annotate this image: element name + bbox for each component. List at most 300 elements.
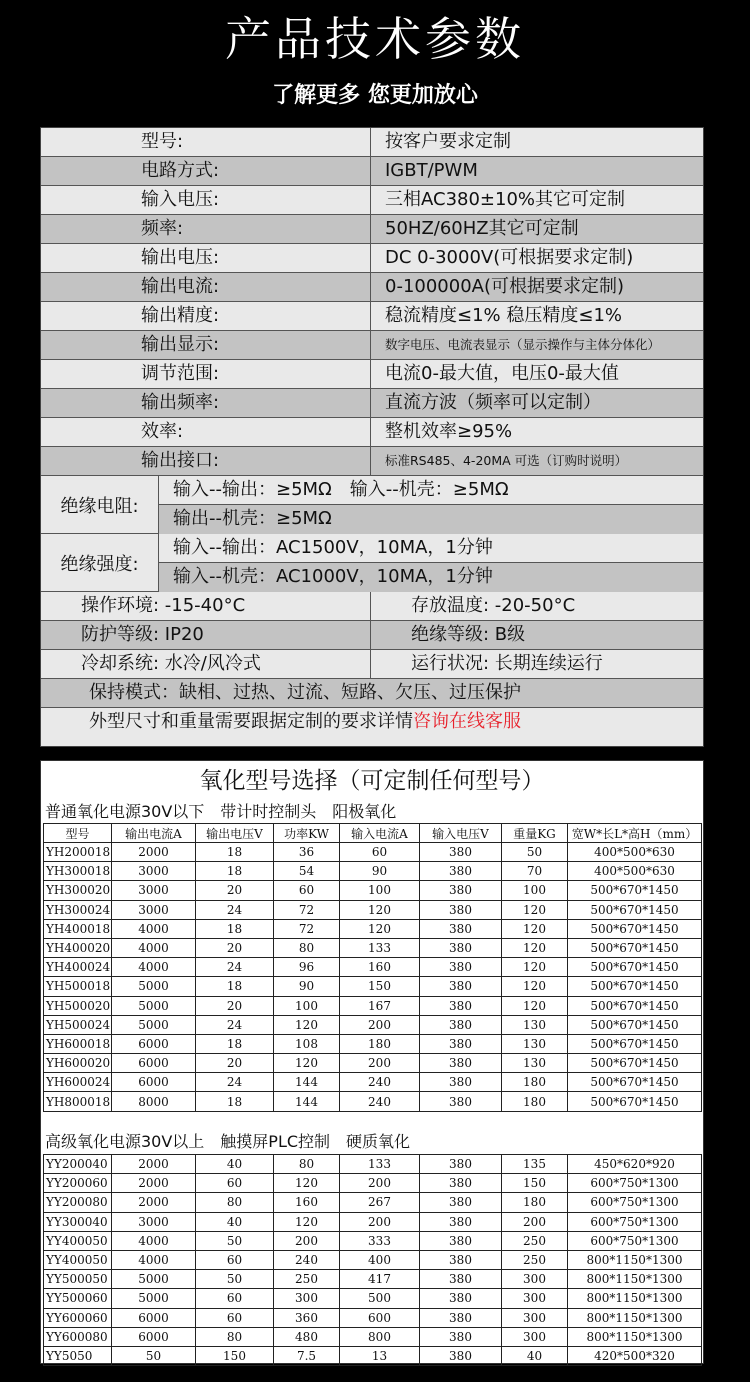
table-cell: 130 (502, 1034, 568, 1053)
spec-label: 输出电流: (41, 273, 371, 301)
table-cell: 500*670*1450 (568, 938, 702, 957)
table-cell: YY300040 (44, 1212, 112, 1231)
env-cell: 冷却系统: 水冷/风冷式 (41, 650, 371, 678)
table-cell: 250 (274, 1270, 340, 1289)
table-cell: 100 (502, 881, 568, 900)
table-cell: 400*500*630 (568, 862, 702, 881)
model-selection-panel (40, 760, 704, 1364)
table-row (44, 1073, 702, 1092)
table-cell: 500*670*1450 (568, 1073, 702, 1092)
table-row (44, 1250, 702, 1269)
table-cell: 380 (420, 1308, 502, 1327)
env-cell: 操作环境: -15-40°C (41, 592, 371, 620)
column-header: 宽W*长L*高H（mm） (568, 824, 702, 843)
insulation-resistance-line1: 输入--输出：≥5MΩ 输入--机壳：≥5MΩ (159, 476, 703, 505)
page-subtitle: 了解更多 您更加放心 (272, 83, 478, 108)
table-row (44, 958, 702, 977)
table-row (44, 1174, 702, 1193)
table-cell: 50 (112, 1346, 196, 1365)
table-cell: 40 (196, 1212, 274, 1231)
table-row (44, 1231, 702, 1250)
table-cell: 80 (196, 1327, 274, 1346)
table-cell: 120 (502, 900, 568, 919)
table-cell: 90 (340, 862, 420, 881)
custom-note-text: 外型尺寸和重量需要跟据定制的要求详情 (89, 711, 413, 732)
table-cell: 417 (340, 1270, 420, 1289)
table-cell: 3000 (112, 1212, 196, 1231)
table-cell: 80 (274, 938, 340, 957)
table-cell: 180 (502, 1092, 568, 1111)
advanced-models-table (43, 1154, 702, 1366)
table-cell: 60 (274, 881, 340, 900)
table-cell: 120 (502, 919, 568, 938)
table-cell: 600*750*1300 (568, 1231, 702, 1250)
table-cell: 400*500*630 (568, 843, 702, 862)
table-cell: 150 (196, 1346, 274, 1365)
table-cell: YY500060 (44, 1289, 112, 1308)
table-cell: 360 (274, 1308, 340, 1327)
table-cell: 18 (196, 977, 274, 996)
table-cell: 120 (340, 919, 420, 938)
table-cell: 96 (274, 958, 340, 977)
table-cell: 300 (502, 1308, 568, 1327)
spec-value: 数字电压、电流表显示（显示操作与主体分体化） (385, 337, 661, 352)
table-cell: 380 (420, 1174, 502, 1193)
table-cell: 480 (274, 1327, 340, 1346)
table-cell: YY200040 (44, 1155, 112, 1174)
table-cell: 380 (420, 1346, 502, 1365)
table-cell: 380 (420, 1073, 502, 1092)
table-cell: 20 (196, 938, 274, 957)
insulation-resistance-line2: 输出--机壳：≥5MΩ (159, 505, 703, 534)
column-header: 输出电流A (112, 824, 196, 843)
table-cell: 200 (340, 1212, 420, 1231)
table-cell: 3000 (112, 881, 196, 900)
table-row (44, 1346, 702, 1365)
page-title: 产品技术参数 (225, 12, 525, 66)
table-cell: 500 (340, 1289, 420, 1308)
table-cell: 800*1150*1300 (568, 1250, 702, 1269)
table-cell: 4000 (112, 1231, 196, 1250)
table-cell: 60 (340, 843, 420, 862)
table-cell: 7.5 (274, 1346, 340, 1365)
table-cell: 2000 (112, 1174, 196, 1193)
table-cell: 300 (502, 1270, 568, 1289)
table-cell: YH500024 (44, 1015, 112, 1034)
table-row (44, 1155, 702, 1174)
env-cell: 绝缘等级: B级 (411, 624, 526, 645)
spec-row-display (41, 331, 703, 360)
spec-value: 50HZ/60HZ其它可定制 (385, 218, 579, 239)
spec-label: 输出频率: (41, 389, 371, 417)
online-service-link[interactable]: 咨询在线客服 (413, 711, 521, 732)
table-header-row (44, 824, 702, 843)
spec-value: 直流方波（频率可以定制） (385, 392, 601, 413)
table-cell: 120 (274, 1015, 340, 1034)
table-cell: 18 (196, 862, 274, 881)
standard-models-table (43, 823, 702, 1112)
env-row (41, 621, 703, 650)
spec-label: 调节范围: (41, 360, 371, 388)
table-cell: 100 (274, 996, 340, 1015)
spec-table (40, 127, 704, 747)
table-cell: 24 (196, 958, 274, 977)
table-row (44, 1193, 702, 1212)
table-cell: YH600024 (44, 1073, 112, 1092)
table-cell: 130 (502, 1054, 568, 1073)
insulation-strength-label: 绝缘强度: (41, 534, 159, 591)
table-row (44, 843, 702, 862)
table-cell: 500*670*1450 (568, 1092, 702, 1111)
table-row (44, 938, 702, 957)
spec-row-range (41, 360, 703, 389)
table-cell: YH300018 (44, 862, 112, 881)
table-cell: 6000 (112, 1327, 196, 1346)
table-cell: 380 (420, 1155, 502, 1174)
table-cell: 380 (420, 1289, 502, 1308)
table-cell: 50 (196, 1231, 274, 1250)
table-cell: YY500050 (44, 1270, 112, 1289)
section2-title: 高级氧化电源30V以上 触摸屏PLC控制 硬质氧化 (45, 1132, 411, 1151)
spec-value: 0-100000A(可根据要求定制) (385, 276, 625, 297)
table-cell: 380 (420, 938, 502, 957)
table-cell: 380 (420, 1092, 502, 1111)
table-cell: 4000 (112, 958, 196, 977)
table-cell: 4000 (112, 919, 196, 938)
table-cell: 800*1150*1300 (568, 1289, 702, 1308)
table-cell: 60 (196, 1174, 274, 1193)
table-cell: 250 (502, 1231, 568, 1250)
table-cell: 54 (274, 862, 340, 881)
table-cell: 200 (340, 1015, 420, 1034)
table-cell: 2000 (112, 1193, 196, 1212)
table-cell: 600*750*1300 (568, 1193, 702, 1212)
spec-value: 整机效率≥95% (385, 421, 513, 442)
spec-row-input-voltage (41, 186, 703, 215)
spec-label: 输出精度: (41, 302, 371, 330)
table-cell: 5000 (112, 996, 196, 1015)
table-cell: 50 (196, 1270, 274, 1289)
table-cell: 380 (420, 1015, 502, 1034)
table-cell: 300 (502, 1327, 568, 1346)
table-cell: 144 (274, 1092, 340, 1111)
table-cell: 380 (420, 900, 502, 919)
table-cell: 380 (420, 1270, 502, 1289)
spec-label: 电路方式: (41, 157, 371, 185)
table-cell: 180 (502, 1193, 568, 1212)
table-cell: 5000 (112, 977, 196, 996)
table-cell: YY600060 (44, 1308, 112, 1327)
env-row (41, 592, 703, 621)
table-cell: 300 (274, 1289, 340, 1308)
table-cell: YH600018 (44, 1034, 112, 1053)
table-cell: YH400020 (44, 938, 112, 957)
spec-row-interface (41, 447, 703, 476)
table-cell: 450*620*920 (568, 1155, 702, 1174)
table-cell: 380 (420, 919, 502, 938)
table-cell: 24 (196, 1073, 274, 1092)
table-cell: 500*670*1450 (568, 996, 702, 1015)
table-cell: 18 (196, 1092, 274, 1111)
table-cell: 200 (340, 1054, 420, 1073)
table-cell: YH400018 (44, 919, 112, 938)
table-cell: 4000 (112, 938, 196, 957)
table-cell: 380 (420, 1231, 502, 1250)
table-cell: YH800018 (44, 1092, 112, 1111)
table-cell: 24 (196, 1015, 274, 1034)
env-cell: 存放温度: -20-50°C (411, 595, 576, 616)
table-cell: 500*670*1450 (568, 900, 702, 919)
table-cell: 4000 (112, 1250, 196, 1269)
spec-value: DC 0-3000V(可根据要求定制) (385, 247, 634, 268)
table-cell: 120 (502, 996, 568, 1015)
spec-label: 频率: (41, 215, 371, 243)
spec-value: 稳流精度≤1% 稳压精度≤1% (385, 305, 622, 326)
table-cell: 500*670*1450 (568, 1015, 702, 1034)
table-cell: 800 (340, 1327, 420, 1346)
table-row (44, 996, 702, 1015)
insulation-strength-line1: 输入--输出：AC1500V，10MA，1分钟 (159, 534, 703, 563)
table-cell: YH500018 (44, 977, 112, 996)
table-cell: 500*670*1450 (568, 977, 702, 996)
table-cell: YY5050 (44, 1346, 112, 1365)
table-cell: 380 (420, 1327, 502, 1346)
table-cell: 133 (340, 1155, 420, 1174)
table-cell: 120 (502, 958, 568, 977)
table-cell: YY400050 (44, 1250, 112, 1269)
spec-label: 型号: (41, 128, 371, 156)
table-row (44, 900, 702, 919)
table-cell: 160 (274, 1193, 340, 1212)
table-cell: 120 (340, 900, 420, 919)
spec-label: 输出电压: (41, 244, 371, 272)
table-cell: 135 (502, 1155, 568, 1174)
table-cell: 180 (502, 1073, 568, 1092)
table-row (44, 1054, 702, 1073)
table-cell: 3000 (112, 900, 196, 919)
table-cell: 180 (340, 1034, 420, 1053)
table-cell: 40 (502, 1346, 568, 1365)
table-cell: 120 (502, 977, 568, 996)
table-cell: 6000 (112, 1308, 196, 1327)
table-cell: YH200018 (44, 843, 112, 862)
table-cell: 5000 (112, 1289, 196, 1308)
table-cell: 800*1150*1300 (568, 1308, 702, 1327)
table-cell: 3000 (112, 862, 196, 881)
table-cell: 500*670*1450 (568, 958, 702, 977)
table-cell: 100 (340, 881, 420, 900)
table-cell: 60 (196, 1289, 274, 1308)
table-cell: 20 (196, 881, 274, 900)
column-header: 输入电流A (340, 824, 420, 843)
table-cell: 380 (420, 862, 502, 881)
spec-row-frequency (41, 215, 703, 244)
table-cell: YY600080 (44, 1327, 112, 1346)
spec-row-output-frequency (41, 389, 703, 418)
env-row (41, 650, 703, 679)
table-cell: 24 (196, 900, 274, 919)
table-row (44, 977, 702, 996)
table-cell: 5000 (112, 1015, 196, 1034)
table-cell: 8000 (112, 1092, 196, 1111)
table-cell: 380 (420, 881, 502, 900)
spec-label: 输入电压: (41, 186, 371, 214)
selection-title: 氧化型号选择（可定制任何型号） (199, 768, 545, 794)
table-cell: 167 (340, 996, 420, 1015)
table-cell: YH300024 (44, 900, 112, 919)
table-cell: 380 (420, 1193, 502, 1212)
table-cell: 120 (274, 1054, 340, 1073)
table-cell: 50 (502, 843, 568, 862)
table-cell: 800*1150*1300 (568, 1270, 702, 1289)
insulation-strength-line2: 输入--机壳：AC1000V，10MA，1分钟 (159, 563, 703, 592)
spec-row-model (41, 128, 703, 157)
table-cell: 420*500*320 (568, 1346, 702, 1365)
table-row (44, 1034, 702, 1053)
table-row (44, 1270, 702, 1289)
table-cell: 240 (340, 1092, 420, 1111)
table-cell: 400 (340, 1250, 420, 1269)
table-cell: 133 (340, 938, 420, 957)
table-cell: 333 (340, 1231, 420, 1250)
spec-label: 效率: (41, 418, 371, 446)
table-cell: 250 (502, 1250, 568, 1269)
table-cell: 70 (502, 862, 568, 881)
table-cell: 240 (340, 1073, 420, 1092)
table-cell: 380 (420, 1034, 502, 1053)
table-cell: 20 (196, 996, 274, 1015)
table-cell: YY400050 (44, 1231, 112, 1250)
table-cell: 500*670*1450 (568, 1034, 702, 1053)
table-cell: 200 (340, 1174, 420, 1193)
insulation-strength-group (41, 534, 703, 592)
table-cell: 200 (502, 1212, 568, 1231)
insulation-resistance-group (41, 476, 703, 534)
table-cell: 380 (420, 977, 502, 996)
column-header: 重量KG (502, 824, 568, 843)
table-cell: 80 (196, 1193, 274, 1212)
table-cell: 267 (340, 1193, 420, 1212)
table-row (44, 1015, 702, 1034)
table-cell: 200 (274, 1231, 340, 1250)
table-row (44, 1308, 702, 1327)
table-cell: 108 (274, 1034, 340, 1053)
table-row (44, 1289, 702, 1308)
table-cell: 72 (274, 900, 340, 919)
spec-value: 按客户要求定制 (385, 131, 511, 152)
table-cell: 600*750*1300 (568, 1212, 702, 1231)
table-row (44, 881, 702, 900)
table-cell: 130 (502, 1015, 568, 1034)
table-cell: 380 (420, 843, 502, 862)
table-cell: 36 (274, 843, 340, 862)
table-cell: 13 (340, 1346, 420, 1365)
table-cell: 60 (196, 1308, 274, 1327)
table-cell: 800*1150*1300 (568, 1327, 702, 1346)
table-cell: YH400024 (44, 958, 112, 977)
spec-row-output-current (41, 273, 703, 302)
table-cell: 380 (420, 1054, 502, 1073)
table-cell: 160 (340, 958, 420, 977)
section1-title: 普通氧化电源30V以下 带计时控制头 阳极氧化 (45, 802, 397, 821)
table-cell: 380 (420, 996, 502, 1015)
table-cell: 6000 (112, 1054, 196, 1073)
table-cell: YH300020 (44, 881, 112, 900)
spec-value: 三相AC380±10%其它可定制 (385, 189, 626, 210)
table-cell: 600 (340, 1308, 420, 1327)
table-cell: 144 (274, 1073, 340, 1092)
table-cell: YH500020 (44, 996, 112, 1015)
table-cell: 40 (196, 1155, 274, 1174)
column-header: 输出电压V (196, 824, 274, 843)
table-cell: 60 (196, 1250, 274, 1269)
table-cell: 500*670*1450 (568, 881, 702, 900)
spec-label: 输出显示: (41, 331, 371, 359)
table-cell: 90 (274, 977, 340, 996)
table-cell: 500*670*1450 (568, 1054, 702, 1073)
env-cell: 防护等级: IP20 (41, 621, 371, 649)
table-cell: 18 (196, 843, 274, 862)
column-header: 型号 (44, 824, 112, 843)
env-cell: 运行状况: 长期连续运行 (411, 653, 603, 674)
table-cell: 600*750*1300 (568, 1174, 702, 1193)
spec-value: 标准RS485、4-20MA 可选（订购时说明） (385, 453, 628, 468)
table-cell: YY200080 (44, 1193, 112, 1212)
table-row (44, 862, 702, 881)
spec-label: 输出接口: (41, 447, 371, 475)
table-cell: 380 (420, 958, 502, 977)
table-cell: 150 (502, 1174, 568, 1193)
column-header: 输入电压V (420, 824, 502, 843)
table-cell: 6000 (112, 1034, 196, 1053)
custom-note-row (41, 708, 703, 737)
table-row (44, 1212, 702, 1231)
table-row (44, 1327, 702, 1346)
spec-value: 电流0-最大值，电压0-最大值 (385, 363, 619, 384)
spec-row-efficiency (41, 418, 703, 447)
spec-row-precision (41, 302, 703, 331)
table-cell: 380 (420, 1250, 502, 1269)
spec-row-circuit (41, 157, 703, 186)
table-cell: 500*670*1450 (568, 919, 702, 938)
table-cell: YY200060 (44, 1174, 112, 1193)
table-cell: 18 (196, 919, 274, 938)
table-cell: 120 (274, 1174, 340, 1193)
spec-value: IGBT/PWM (385, 160, 478, 181)
table-cell: 380 (420, 1212, 502, 1231)
table-cell: 80 (274, 1155, 340, 1174)
table-row (44, 1092, 702, 1111)
spec-row-output-voltage (41, 244, 703, 273)
table-cell: 300 (502, 1289, 568, 1308)
table-cell: 2000 (112, 843, 196, 862)
table-cell: 18 (196, 1034, 274, 1053)
table-cell: 2000 (112, 1155, 196, 1174)
table-cell: 6000 (112, 1073, 196, 1092)
table-cell: 150 (340, 977, 420, 996)
table-cell: YH600020 (44, 1054, 112, 1073)
protection-row: 保持模式：缺相、过热、过流、短路、欠压、过压保护 (41, 679, 703, 708)
column-header: 功率KW (274, 824, 340, 843)
table-row (44, 919, 702, 938)
table-cell: 240 (274, 1250, 340, 1269)
insulation-resistance-label: 绝缘电阻: (41, 476, 159, 533)
table-cell: 120 (274, 1212, 340, 1231)
table-cell: 5000 (112, 1270, 196, 1289)
table-cell: 120 (502, 938, 568, 957)
table-cell: 20 (196, 1054, 274, 1073)
table-cell: 72 (274, 919, 340, 938)
